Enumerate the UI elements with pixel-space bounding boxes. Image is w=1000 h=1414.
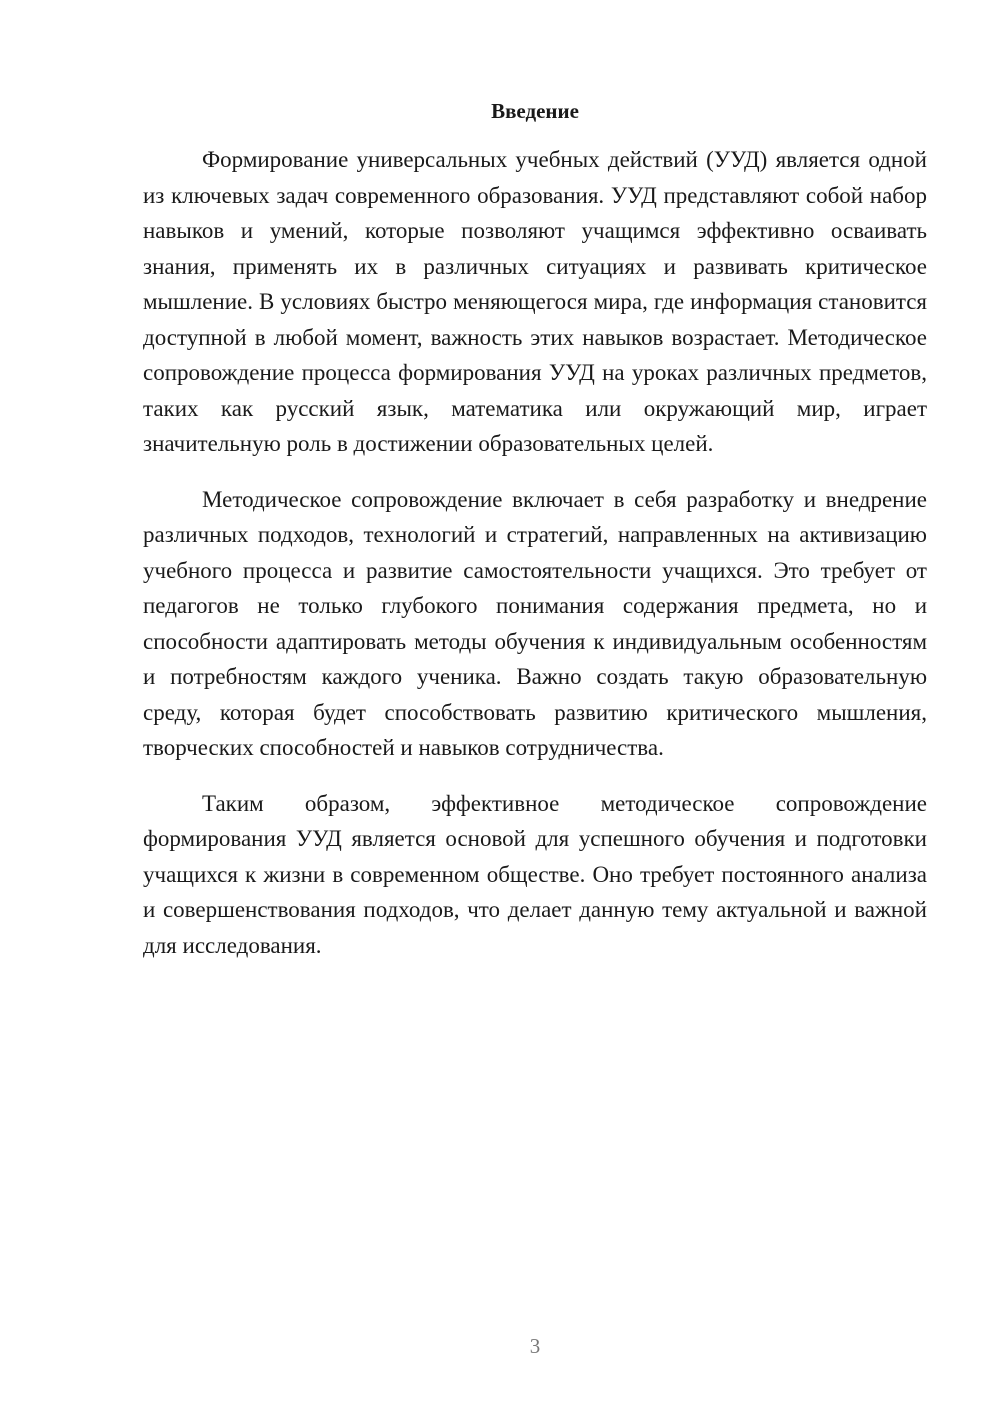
section-heading: Введение [491, 99, 579, 123]
page-number: 3 [529, 1334, 541, 1358]
paragraph-2: Методическое сопровождение включает в себя разработку и внедрение различных подходов, технологий и стратегий, направленных на активизацию учебного процесса и развитие самостоятельности учащихся. Это требует от педагогов не только глубокого понимания содержания предмета, но и способности адаптировать методы обучения к индивидуальным особенностям и потребностям каждого ученика. Важно создать такую образовательную среду, которая будет способствовать развитию критического мышления, творческих способностей и навыков сотрудничества. [143, 486, 927, 760]
paragraph-1: Формирование универсальных учебных действий (УУД) является одной из ключевых задач современного образования. УУД представляют собой набор навыков и умений, которые позволяют учащимся эффективно осваивать знания, применять их в различных ситуациях и развивать критическое мышление. В условиях быстро меняющегося мира, где информация становится доступной в любой момент, важность этих навыков возрастает. Методическое сопровождение процесса формирования УУД на уроках различных предметов, таких как русский язык, математика или окружающий мир, играет значительную роль в достижении образовательных целей. [143, 147, 927, 456]
paragraph-3: Таким образом, эффективное методическое сопровождение формирования УУД является основой для успешного обучения и подготовки учащихся к жизни в современном обществе. Оно требует постоянного анализа и совершенствования подходов, что делает данную тему актуальной и важной для исследования. [143, 790, 927, 958]
body-text [143, 142, 927, 983]
